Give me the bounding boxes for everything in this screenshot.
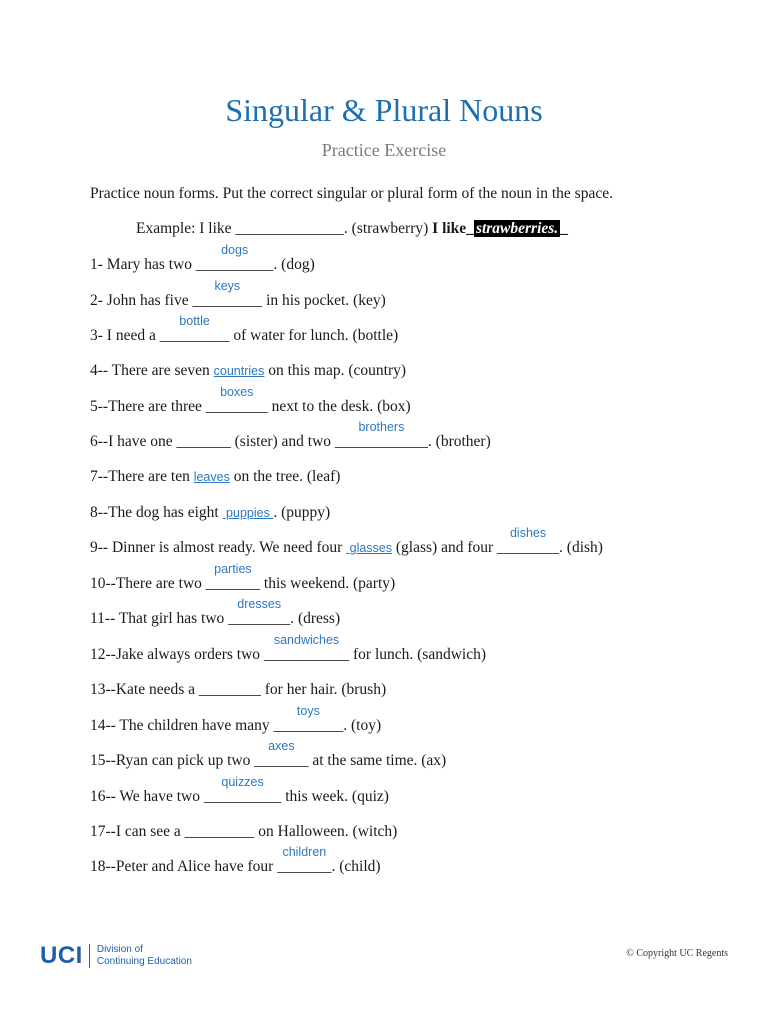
exercise-item-11 [90, 597, 341, 628]
answer-text: brothers [358, 420, 405, 434]
item-text: 1- Mary has two [90, 256, 196, 273]
item-text: this week. (quiz) [281, 788, 389, 805]
item-text: 16-- We have two [90, 788, 204, 805]
example-answer-highlight: strawberries. [475, 220, 559, 237]
exercise-item-16 [90, 775, 389, 806]
item-text: . (child) [331, 858, 381, 875]
exercise-item-15 [90, 739, 447, 770]
answer-text: keys [214, 279, 241, 293]
answer-text[interactable]: countries [213, 364, 265, 378]
item-text: 14-- The children have many [90, 717, 274, 734]
exercise-item-2 [90, 279, 386, 310]
page-title: Singular & Plural Nouns [225, 92, 543, 128]
answer-blank[interactable]: bottle _________ [159, 314, 230, 344]
item-text: on this map. (country) [264, 362, 407, 379]
instructions: Practice noun forms. Put the correct singular or plural form of the noun in the space. [90, 185, 613, 202]
example-line [136, 220, 568, 238]
copyright-notice: © Copyright UC Regents [626, 948, 728, 959]
item-text: 3- I need a [90, 327, 160, 344]
item-text: of water for lunch. (bottle) [229, 327, 399, 344]
exercise-item-1 [90, 243, 315, 274]
item-text: in his pocket. (key) [262, 292, 386, 309]
answer-blank[interactable]: brothers ____________ [334, 420, 428, 450]
item-text: 12--Jake always orders two [90, 646, 264, 663]
item-text: 8--The dog has eight [90, 504, 223, 521]
item-text: 11-- That girl has two [90, 610, 229, 627]
exercise-item-13 [90, 681, 386, 699]
division-name: Division of Continuing Education [96, 944, 192, 967]
example-prefix: Example: I like ______________. (strawberry) [136, 220, 429, 237]
item-text: 9-- Dinner is almost ready. We need four [90, 539, 347, 556]
answer-text: children [282, 845, 327, 859]
answer-text: parties [214, 562, 252, 576]
item-text: . (dish) [559, 539, 603, 556]
item-text: . (puppy) [273, 504, 331, 521]
exercise-item-5 [90, 385, 411, 416]
exercise-item-10 [90, 562, 396, 593]
item-text: 2- John has five [90, 292, 193, 309]
answer-text[interactable]: glasses [346, 541, 393, 555]
item-text: next to the desk. (box) [267, 398, 411, 415]
example-suffix: _ [560, 220, 568, 237]
exercise-item-7 [90, 468, 340, 486]
item-text: on the tree. (leaf) [229, 468, 341, 485]
item-text: 13--Kate needs a ________ for her hair. (brush) [90, 681, 387, 698]
item-text: 18--Peter and Alice have four [90, 858, 278, 875]
answer-text: axes [268, 739, 295, 753]
item-text: . (dog) [273, 256, 315, 273]
exercise-item-12 [90, 633, 487, 664]
exercise-item-6 [90, 420, 491, 451]
exercise-item-14 [90, 704, 382, 735]
answer-text[interactable]: puppies [222, 506, 274, 520]
answer-blank[interactable]: quizzes __________ [203, 775, 282, 805]
item-text: at the same time. (ax) [308, 752, 447, 769]
logo-divider [89, 944, 90, 968]
answer-blank[interactable]: keys _________ [192, 279, 263, 309]
exercise-item-4 [90, 362, 406, 380]
answer-text: boxes [220, 385, 254, 399]
exercise-item-17 [90, 823, 397, 841]
answer-text[interactable]: leaves [193, 470, 230, 484]
item-text: for lunch. (sandwich) [349, 646, 487, 663]
item-text: . (brother) [427, 433, 491, 450]
answer-text: dogs [221, 243, 249, 257]
item-text: 6--I have one _______ (sister) and two [90, 433, 335, 450]
uci-logo [40, 942, 192, 970]
item-text: 17--I can see a _________ on Halloween. (witch) [90, 823, 398, 840]
answer-blank[interactable]: dishes ________ [497, 526, 560, 556]
item-text: 7--There are ten [90, 468, 194, 485]
answer-blank[interactable]: dresses ________ [228, 597, 291, 627]
answer-blank[interactable]: boxes ________ [205, 385, 268, 415]
item-text: 10--There are two [90, 575, 206, 592]
answer-text: sandwiches [273, 633, 340, 647]
exercise-item-8 [90, 504, 330, 522]
answer-text: bottle [179, 314, 210, 328]
page-subtitle: Practice Exercise [321, 140, 447, 160]
answer-blank[interactable]: axes _______ [254, 739, 309, 769]
answer-blank[interactable]: toys _________ [273, 704, 344, 734]
answer-blank[interactable]: dogs __________ [195, 243, 274, 273]
item-text: (glass) and four [392, 539, 498, 556]
answer-text: dresses [237, 597, 282, 611]
item-text: . (toy) [343, 717, 382, 734]
item-text: 5--There are three [90, 398, 206, 415]
exercise-item-9 [90, 526, 603, 557]
answer-blank[interactable]: children _______ [277, 845, 332, 875]
item-text: this weekend. (party) [260, 575, 396, 592]
answer-text: quizzes [221, 775, 264, 789]
example-answer-label: I like_ [432, 220, 474, 237]
exercise-item-18 [90, 845, 381, 876]
answer-blank[interactable]: parties _______ [205, 562, 261, 592]
uci-wordmark: UCI [40, 942, 83, 969]
answer-text: dishes [509, 526, 547, 540]
exercise-item-3 [90, 314, 399, 345]
answer-blank[interactable]: sandwiches ___________ [263, 633, 350, 663]
answer-text: toys [296, 704, 320, 718]
item-text: . (dress) [290, 610, 341, 627]
item-text: 15--Ryan can pick up two [90, 752, 255, 769]
item-text: 4-- There are seven [90, 362, 214, 379]
